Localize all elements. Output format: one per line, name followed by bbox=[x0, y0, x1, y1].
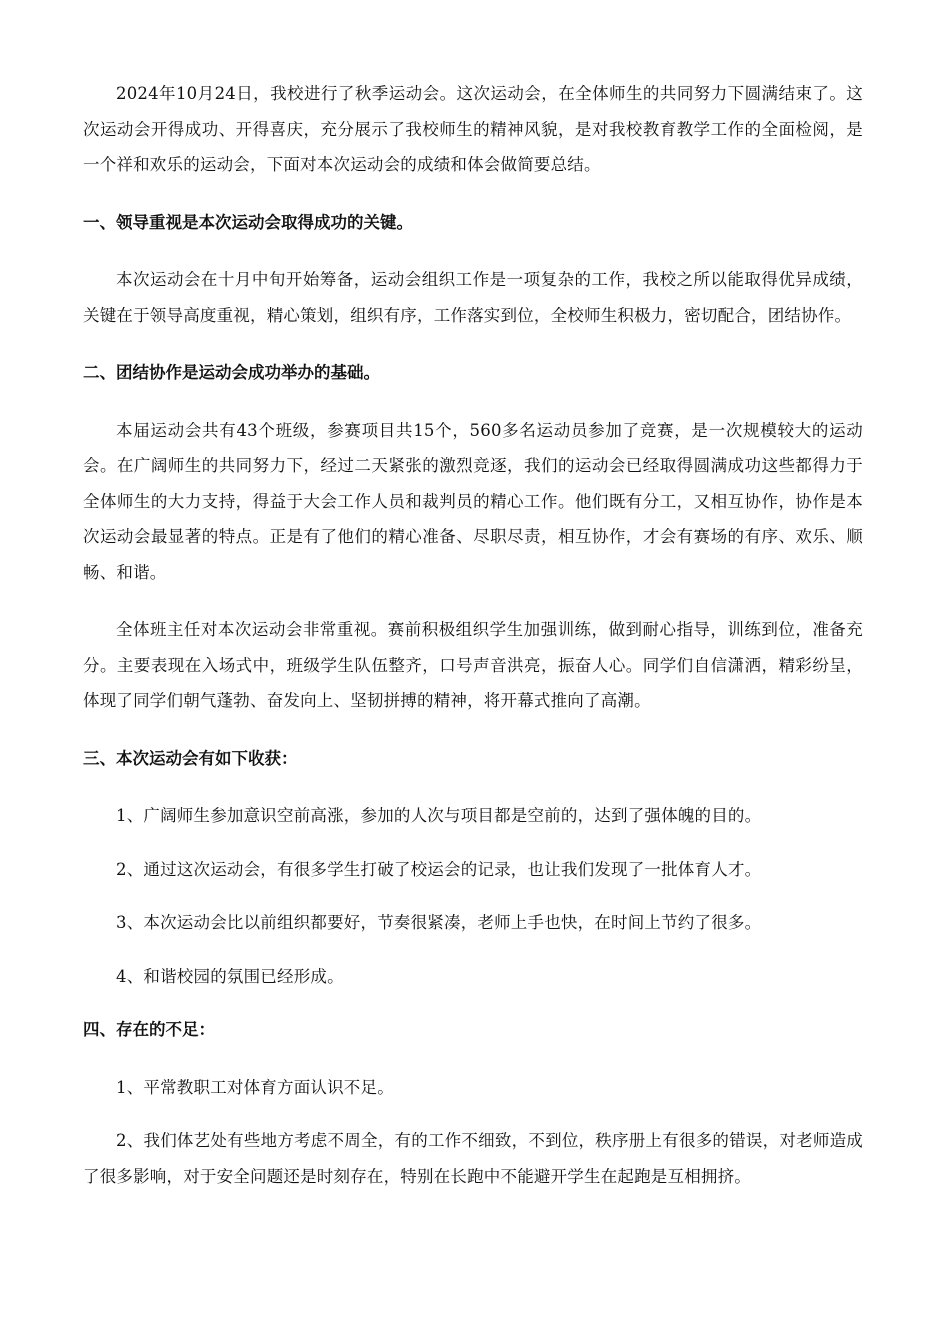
section-4-heading: 四、存在的不足： bbox=[83, 1020, 215, 1039]
document-page bbox=[83, 76, 863, 1212]
section-3-item: 4、和谐校园的氛围已经形成。 bbox=[116, 966, 344, 986]
section-3-item: 1、广阔师生参加意识空前高涨，参加的人次与项目都是空前的，达到了强体魄的目的。 bbox=[116, 806, 762, 825]
section-3-item: 3、本次运动会比以前组织都要好，节奏很紧凑，老师上手也快，在时间上节约了很多。 bbox=[116, 913, 762, 932]
section-4-item: 2、我们体艺处有些地方考虑不周全，有的工作不细致，不到位，秩序册上有很多的错误，对老师造成了很多影响，对于安全问题还是时刻存在，特别在长跑中不能避开学生在起跑是互相拥挤。 bbox=[83, 1131, 863, 1186]
intro-paragraph: 2024年10月24日，我校进行了秋季运动会。这次运动会，在全体师生的共同努力下圆满结束了。这次运动会开得成功、开得喜庆，充分展示了我校师生的精神风貌，是对我校教育教学工作的全面检阅，是一个祥和欢乐的运动会，下面对本次运动会的成绩和体会做简要总结。 bbox=[83, 84, 863, 174]
section-3-heading: 三、本次运动会有如下收获： bbox=[83, 748, 298, 768]
section-1-paragraph: 本次运动会在十月中旬开始筹备，运动会组织工作是一项复杂的工作，我校之所以能取得优异成绩，关键在于领导高度重视，精心策划，组织有序，工作落实到位，全校师生积极力，密切配合，团结协作。 bbox=[83, 270, 863, 325]
section-2-heading: 二、团结协作是运动会成功举办的基础。 bbox=[83, 363, 380, 382]
section-2-paragraph-2: 全体班主任对本次运动会非常重视。赛前积极组织学生加强训练，做到耐心指导，训练到位，准备充分。主要表现在入场式中，班级学生队伍整齐，口号声音洪亮，振奋人心。同学们自信潇洒，精彩纷呈，体现了同学们朝气蓬勃、奋发向上、坚韧拼搏的精神，将开幕式推向了高潮。 bbox=[83, 620, 863, 710]
section-2-paragraph-1: 本届运动会共有43个班级，参赛项目共15个，560多名运动员参加了竞赛，是一次规模较大的运动会。在广阔师生的共同努力下，经过二天紧张的激烈竞逐，我们的运动会已经取得圆满成功这些都得力于全体师生的大力支持，得益于大会工作人员和裁判员的精心工作。他们既有分工，又相互协作，协作是本次运动会最显著的特点。正是有了他们的精心准备、尽职尽责，相互协作，才会有赛场的有序、欢乐、顺畅、和谐。 bbox=[83, 420, 863, 582]
section-3-item: 2、通过这次运动会，有很多学生打破了校运会的记录，也让我们发现了一批体育人才。 bbox=[116, 859, 762, 879]
section-4-item: 1、平常教职工对体育方面认识不足。 bbox=[116, 1077, 394, 1097]
section-1-heading: 一、领导重视是本次运动会取得成功的关键。 bbox=[83, 212, 413, 232]
